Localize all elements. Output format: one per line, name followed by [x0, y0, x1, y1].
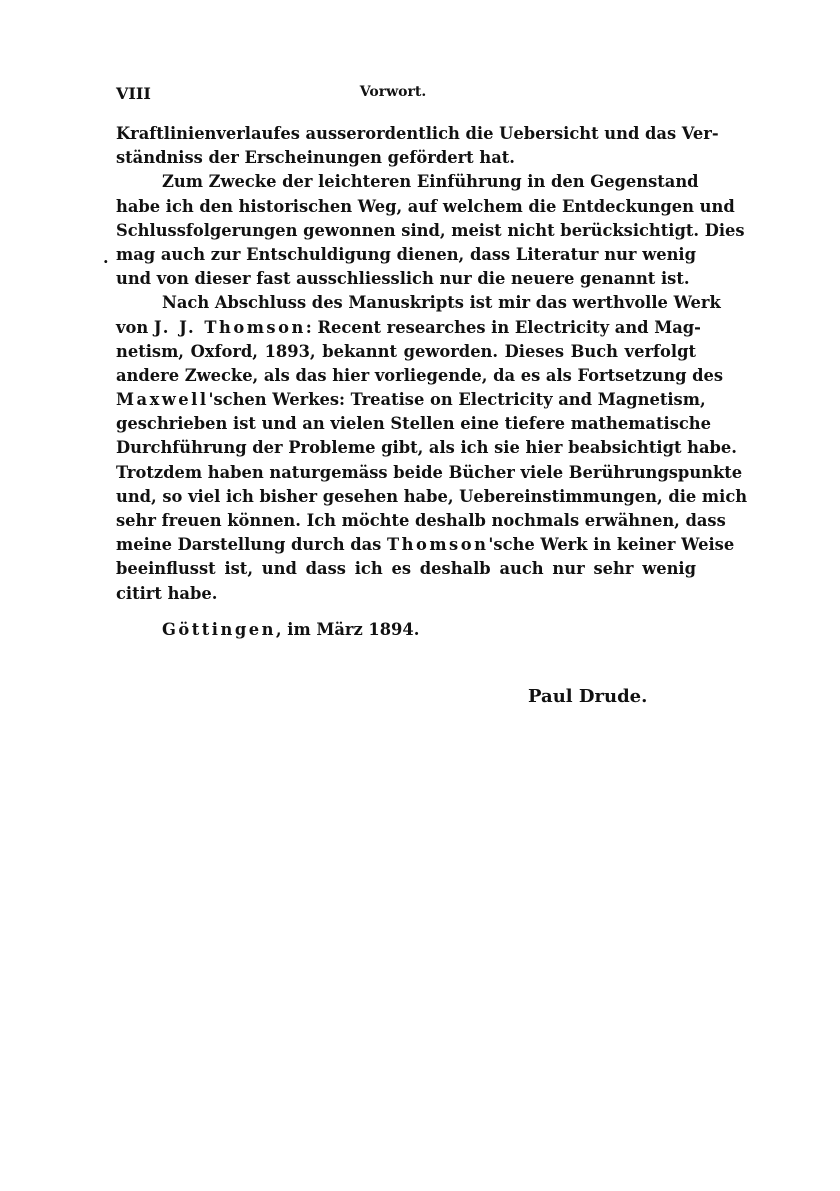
text-line: Trotzdem haben naturgemäss beide Bücher viele Berührungspunkte — [116, 462, 743, 482]
text-segment: von — [116, 317, 154, 337]
spaced-name: Thomson — [387, 535, 489, 555]
text-line: andere Zwecke, als das hier vorliegende, da es als Fortsetzung des — [116, 365, 724, 385]
text-line: Nach Abschluss des Manuskripts ist mir das werthvolle Werk — [162, 293, 721, 313]
page-header — [116, 84, 670, 106]
author-signature: Paul Drude. — [528, 686, 648, 707]
preface-text — [116, 122, 748, 606]
text-line — [116, 533, 735, 557]
text-line — [116, 388, 706, 412]
text-line: Kraftlinienverlaufes ausserordentlich die Uebersicht und das Ver- — [116, 124, 719, 143]
margin-mark: . — [103, 248, 109, 267]
spaced-name: Maxwell — [116, 390, 209, 410]
text-line: mag auch zur Entschuldigung dienen, dass Literatur nur wenig — [116, 244, 696, 264]
text-line: sehr freuen können. Ich möchte deshalb nochmals erwähnen, dass — [116, 511, 726, 530]
text-line: ständniss der Erscheinungen gefördert hat. — [116, 148, 515, 168]
text-line — [116, 316, 701, 340]
text-line: und, so viel ich bisher gesehen habe, Uebereinstimmungen, die mich — [116, 486, 748, 506]
text-line: Durchführung der Probleme gibt, als ich sie hier beabsichtigt habe. — [116, 438, 737, 458]
text-line: citirt habe. — [116, 583, 218, 603]
text-line: geschrieben ist und an vielen Stellen eine tiefere mathematische — [116, 414, 711, 434]
date-text: , im März 1894. — [275, 620, 420, 639]
text-line: netism, Oxford, 1893, bekannt geworden. Dieses Buch verfolgt — [116, 341, 696, 361]
spaced-name: J. J. Thomson — [153, 317, 306, 337]
text-line: beeinflusst ist, und dass ich es deshalb auch nur sehr wenig — [116, 559, 696, 579]
text-segment: 'schen Werkes: Treatise on Electricity and Magnetism, — [208, 390, 706, 410]
text-segment: 'sche Werk in keiner Weise — [488, 535, 735, 555]
page-number: VIII — [116, 84, 151, 103]
text-line: habe ich den historischen Weg, auf welchem die Entdeckungen und — [116, 196, 735, 216]
text-line: und von dieser fast ausschliesslich nur die neuere genannt ist. — [116, 269, 690, 289]
place-name: Göttingen — [162, 620, 276, 639]
text-line: Zum Zwecke der leichteren Einführung in den Gegenstand — [162, 172, 699, 192]
running-title: Vorwort. — [359, 84, 427, 100]
text-line: Schlussfolgerungen gewonnen sind, meist nicht berücksichtigt. Dies — [116, 220, 745, 240]
text-segment: : Recent researches in Electricity and Mag- — [305, 317, 701, 337]
dateline — [162, 620, 419, 639]
text-segment: meine Darstellung durch das — [116, 535, 388, 555]
